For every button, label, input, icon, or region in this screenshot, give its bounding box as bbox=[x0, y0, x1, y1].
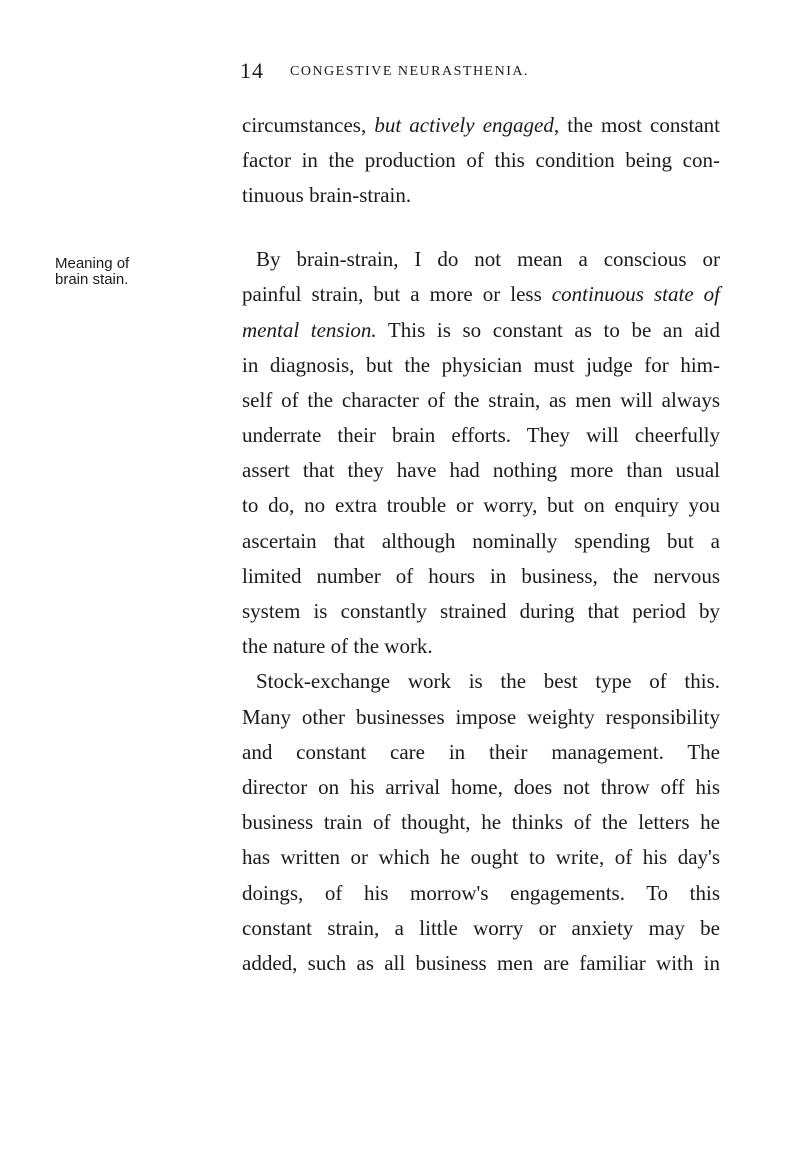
text-line: Many other businesses impose weighty responsibility bbox=[242, 705, 720, 729]
text-line: Stock-exchange work is the best type of this. bbox=[256, 669, 720, 693]
running-head bbox=[240, 58, 800, 88]
text-line: added, such as all business men are familiar with in bbox=[242, 951, 720, 975]
text-line: and constant care in their management. The bbox=[242, 740, 720, 764]
text-line: limited number of hours in business, the nervous bbox=[242, 564, 720, 588]
text-line: painful strain, but a more or less continuous state of bbox=[242, 282, 720, 306]
text-line: circumstances, but actively engaged, the most constant bbox=[242, 113, 720, 137]
text-line: ascertain that although nominally spending but a bbox=[242, 529, 720, 553]
text-line: tinuous brain-strain. bbox=[242, 183, 412, 207]
text-line: self of the character of the strain, as men will always bbox=[242, 388, 720, 412]
text-line: assert that they have had nothing more than usual bbox=[242, 458, 720, 482]
text-line: the nature of the work. bbox=[242, 634, 433, 658]
text-line: system is constantly strained during that period by bbox=[242, 599, 720, 623]
text-line: in diagnosis, but the physician must judge for him- bbox=[242, 353, 720, 377]
text-line: constant strain, a little worry or anxiety may be bbox=[242, 916, 720, 940]
text-line: By brain-strain, I do not mean a conscious or bbox=[256, 247, 720, 271]
text-line: factor in the production of this condition being con- bbox=[242, 148, 720, 172]
running-title: CONGESTIVE NEURASTHENIA. bbox=[290, 64, 529, 79]
margin-note bbox=[55, 256, 175, 288]
margin-note-line: Meaning of bbox=[55, 255, 130, 272]
text-line: has written or which he ought to write, of his day's bbox=[242, 845, 720, 869]
text-line: mental tension. This is so constant as to be an aid bbox=[242, 318, 720, 342]
margin-note-line: brain stain. bbox=[55, 271, 129, 288]
text-line: doings, of his morrow's engagements. To this bbox=[242, 881, 720, 905]
text-line: underrate their brain efforts. They will cheerfully bbox=[242, 423, 720, 447]
text-line: business train of thought, he thinks of the letters he bbox=[242, 810, 720, 834]
text-line: director on his arrival home, does not throw off his bbox=[242, 775, 720, 799]
text-line: to do, no extra trouble or worry, but on enquiry you bbox=[242, 493, 720, 517]
page-number: 14 bbox=[240, 58, 264, 83]
